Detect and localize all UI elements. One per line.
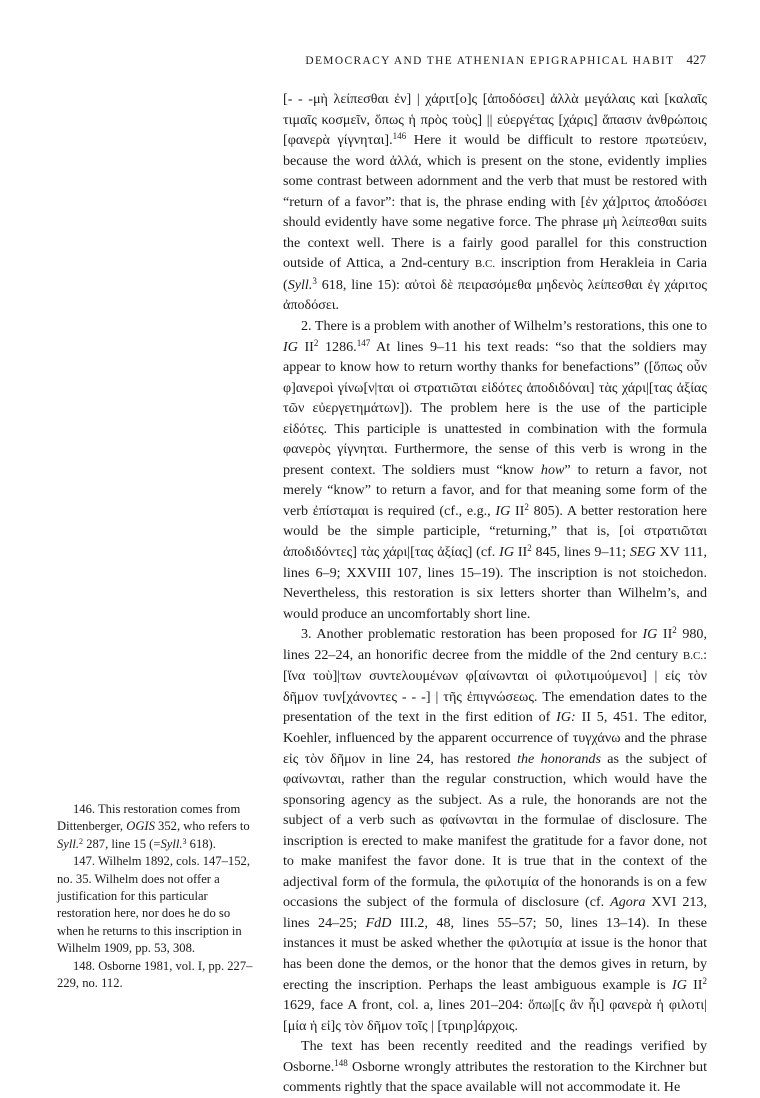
running-head (282, 52, 706, 68)
paragraph-1: [- - -μὴ λείπεσθαι ἐν] | χάριτ[ο]ς [ἀποδόσει] ἀλλὰ μεγάλαις καὶ [καλαῖς τιμαῖς κοσμεῖν, ὅπως ἡ πρὸς τοὺς] || εὐεργέτας [χάρις] ἅπασιν ἀνθρώποις [φανερὰ γίγνηται].$^{146}$ Here it would be difficult to restore πρωτεύειν, because the word ἀλλά, which is present on the stone, evidently implies some contrast between adornment and the verb that must be restored with “return of a favor”: that is, the phrase ending with [ἐν χά]ριτος ἀποδόσει should evidently have some negative force. The phrase μὴ λείπεσθαι suits the context well. There is a fairly good parallel for this construction outside of Attica, a 2nd-century B.C. inscription from Herakleia in Caria (Syll.$^3$ 618, line 15): αὐτοὶ δὲ πειρασόμεθα μηδενὸς λείπεσθαι ἐγ χάριτος ἀποδόσει. (283, 91, 707, 314)
footnote-146: 146. This restoration comes from Dittenberger, OGIS 352, who refers to Syll.$^2$ 287, line 15 (=Syll.$^3$ 618). (57, 802, 250, 851)
footnotes-column (57, 801, 255, 992)
footnote-147: 147. Wilhelm 1892, cols. 147–152, no. 35. Wilhelm does not offer a justification for this particular restoration here, nor does he do so when he returns to this inscription in Wilhelm 1909, pp. 53, 308. (57, 854, 250, 956)
paragraph-2: 2. There is a problem with another of Wilhelm’s restorations, this one to IG $II^2$ 1286.$^{147}$ At lines 9–11 his text reads: “so that the soldiers may appear to know how to return worthy thanks for benefactions” ([ὅπως οὖν φ]ανεροὶ γίνω[ν|ται οἱ στρατιῶται εἰδότες ἀποδιδόναι] τὰς χάρι|[τας ἀξίας τῶν εὐεργετημάτων]). The problem here is the use of the participle εἰδότες. This participle is unattested in combination with the formula φανερὸς γίγνηται. Furthermore, the sense of this verb is wrong in the present context. The soldiers must “know how” to return a favor, not merely “know” to return a favor, and for that meaning some form of the verb ἐπίσταμαι is required (cf., e.g., IG $II^2$ 805). A better restoration here would be the simple participle, “returning,” that is, [οἱ στρατιῶται ἀποδιδόντες] τὰς χάρι|[τας ἀξίας] (cf. IG $II^2$ 845, lines 9–11; SEG XV 111, lines 6–9; XXVIII 107, lines 15–19). The inscription is not stoichedon. Nevertheless, this restoration is six letters shorter than Wilhelm’s, and would produce an uncomfortably short line. (283, 318, 707, 622)
footnote-148: 148. Osborne 1981, vol. I, pp. 227–229, no. 112. (57, 958, 253, 991)
running-head-title: DEMOCRACY AND THE ATHENIAN EPIGRAPHICAL HABIT (305, 55, 675, 67)
paragraph-4: The text has been recently reedited and the readings verified by Osborne.$^{148}$ Osborne wrongly attributes the restoration to the Kirchner but comments rightly that the space available will not accommodate it. He (283, 1038, 707, 1096)
page-number: 427 (686, 52, 706, 67)
paragraph-3: 3. Another problematic restoration has been proposed for IG $II^2$ 980, lines 22–24, an honorific decree from the middle of the 2nd century B.C.: [ἵνα τοὺ]|των συντελουμένων φ[αίνωνται οἱ φιλοτιμούμενοι] | εἰς τὸν δῆμον τυν[χάνοντες - - -] | τῆς ἐπιγνώσεως. The emendation dates to the presentation of the text in the first edition of IG: II 5, 451. The editor, Koehler, influenced by the apparent occurrence of τυγχάνω and the phrase εἰς τὸν δῆμον in line 24, has restored the honorands as the subject of φαίνωνται, rather than the regular construction, which would have the sponsoring agency as the subject. As a rule, the honorands are not the subject of a verb such as φαίνωνται in the formulae of disclosure. The inscription is erected to make manifest the gratitude for a favor done, not to make manifest the favor done. It is true that in the context of the adjectival form of the formula, the φιλοτιμία of the honorands is on a few occasions the subject of the formula of disclosure (cf. Agora XVI 213, lines 24–25; FdD III.2, 48, lines 55–57; 50, lines 13–14). In these instances it must be asked whether the φιλοτιμία at issue is the honor that has been done the demos, or the honor that the demos gives in return, by erecting the inscription. Perhaps the least ambiguous example is IG $II^2$ 1629, face A front, col. a, lines 201–204: ὅπω|[ς ἂν ἧι] φανερὰ ἡ φιλοτι|[μία ἡ εἰ]ς τὸν δῆμον τοῖς | [τριηρ]άρχοις. (283, 625, 707, 1034)
main-text-column (283, 89, 707, 1098)
